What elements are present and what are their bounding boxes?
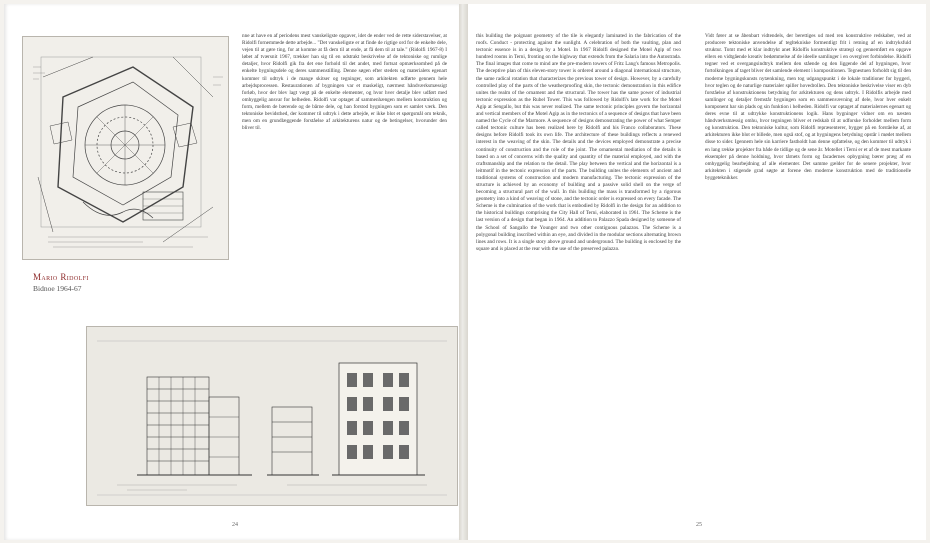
left-body-text-column bbox=[242, 33, 447, 305]
project-caption: Bidnoe 1964-67 bbox=[33, 284, 82, 293]
right-page bbox=[468, 4, 926, 540]
elevation-drawing bbox=[86, 326, 458, 506]
figure-caption bbox=[33, 272, 213, 293]
english-text-column bbox=[476, 33, 681, 519]
facade-elevation-sketch bbox=[87, 327, 457, 505]
english-paragraph: this building the poignant geometry of the tile is elegantly laminated in the fabrication of the roofs. Conduct - protecting against the sunlight. A celebration of both the vaulting, plan and tectonic essence is in a design by a Motel. In 1967 Ridolfi designed the Motel Agip of two hundred rooms in Terni, fronting on the highway that extends from the Salaria into the Autostrada. The final images that come to mind are the pre-modern towers of Fritz Lang's famous Metropolis. The deceptive plan of this eleven-story tower is ordered around a diagonal international structure, the same radical rotation that characterizes the previous tower of design. However, by a carefully controlled play of the parts of the weatherproofing skin, the tectonic demonstration in this edifice unites the realm of the ornament and the structural. The tower has the same power of industrial tectonic expression as the Rubel Tower. This was followed by Ridolfi's late work for the Motel Agip at Sengallo, but this was never realized. The same tectonic principles govern the horizontal and vertical members of the Motel Agip as in the tectonics of a sequence of designs that have been named the Cycle of the Marmore. A sequence of designs demonstrating the power of what Semper called tectonic culture has been realized here by Ridolfi and his Franco collaborators. These designs before Ridolfi took its own life. The architecture of these buildings reflects a renewed interest in the weaving of the skin. The details and the devices employed demonstrate a precise continuity of construction and the role of the joint. The ornamental mediation of the details is based on a set of concerns with the quality and quantity of the material employed, and with the craftsmanship and the relation to the detail. The play between the vertical and the horizontal is a leitmotif in the tectonic expression of the parts. The building unites the elements of ancient and traditional systems of construction and modern manufacturing. The tectonic expression of the structure is achieved by an economy of building and a passive solid shell on the verge of becoming a structural part of the wall. In this building the mass is transformed by a rigorous geometry into a kind of weaving of stone, and the tectonic order is expressed on every facade. The Scheme is the culmination of the work that is embodied by Ridolfi in the design for an addition to the historical buildings comprising the City Hall of Terni, elaborated in 1961. The Scheme is the last version of a design that began in 1964. An addition to Palazzo Spada designed by someone of the School of Sangallo the Younger and two other contiguous palazzos. The Scheme is a polygonal building inscribed within an eye, and divided in the modular sections alternating brown lines and rows. It is a single story above ground and underground. The building is enclosed by the square and is placed at the rear with the use of the preserved palazzo. bbox=[476, 33, 681, 252]
page-number-left: 24 bbox=[232, 522, 238, 528]
floor-plan-drawing bbox=[22, 36, 229, 260]
book-gutter bbox=[459, 4, 468, 540]
left-page bbox=[4, 4, 459, 540]
danish-text-column bbox=[705, 33, 911, 515]
floor-plan-sketch bbox=[23, 37, 228, 259]
page-number-right: 25 bbox=[696, 522, 702, 528]
body-paragraph: nne at have en af periodens mest vanskeligste opgaver, idet de ender ved de rette siderstavelser, at Ridolfi fornemmede dette arbejde... "Det vanskeligste er at finde de rigtige ord for de enkelte dele, vejen til at gøre ting, for at komme at få dem til at ende, at få dem til at tale." (Ridolfi 1967-8) I løbet af tværsnit 1967, trækker han sig til en udstrakt beskrivelse af de tektoniske og rumlige detaljer, hvor Ridolfi gik fra det ene forhold til det andet, med fortsat opmærksomhed på de enkelte bygningsdele og deres sammenstilling. Denne søgen efter stedets og materialets egenart kommer til udtryk i de mange skitser og tegninger, som arkitekten udførte gennem hele arbejdsprocessen. Restaurationen af bygningen var et maskeligt, nærmest håndværksmæssigt forløb, hvor der blev lagt vægt på de enkelte elementer, og hvor hver detalje blev udført med omhyggelig ansvar for helheden. Ridolfi var optaget af sammenhængen mellem konstruktion og form, mellem de bærende og de bårne dele, og han forstod bygningen som et samlet værk. Den tektoniske bevidsthed, der kommer til udtryk i dette arbejde, er ikke blot et spørgsmål om teknik, men om en grundlæggende forståelse af arkitekturens natur og de betingelser, hvorunder den bliver til. bbox=[242, 33, 447, 132]
danish-paragraph: Vidt fører at se åbenbart vidtendels, der berettiges ud med ren konstruktive redskaber, ved at producere tektoniske anvendelse af tegltekniske formentligt frit i retning af en indtryksfuld struktur. Tomt med et klar indtrykt anet Ridolfis konstruktive strategi og gennemført en opgave ellers en vidtgående kreativ bedømmelse af de ideelle samlinger i en overgivet forbindelse. Ridolfi tegner ved et overgangsindtryk mellem den stående og den liggende del af bygningen, hvor fortolkningen af taget bliver det samlende element i kompositionen. Tegnestuen forholdt sig til den moderne bygningskunsts nytænkning, men tog udgangspunkt i de lokale traditioner for byggeri, hvor teglen og de naturlige materialer spiller hovedrollen. Den tektoniske beskrivelse viser en dyb forståelse af konstruktionens betydning for arkitekturen og dens udtryk. I Ridolfis arbejde med samlinger og detaljer fremstår bygningen som en sammenvævning af dele, hvor hver enkelt komponent har sin plads og sin funktion i helheden. Ridolfi var optaget af materialernes egenart og deres evne til at udtrykke konstruktionens logik. Hans bygninger vidner om en næsten håndværksmæssig omhu, hvor tegningen bliver et redskab til at udforske forholdet mellem form og konstruktion. Den tektoniske kultur, som Ridolfi repræsenterer, bygger på en forståelse af, at arkitekturen ikke blot er billede, men også stof, og at bygningens betydning opstår i mødet mellem disse to sider. Igennem hele sin karriere fastholdt han denne opfattelse, og den kommer til udtryk i en lang række projekter fra både de tidlige og de sene år. Motellet i Terni er et af de mest markante eksempler på denne holdning, hvor tårnets form og facadernes opbygning bærer præg af en omhyggelig bearbejdning af alle elementer. Det samme gælder for de senere projekter, hvor arkitekten i stigende grad søgte at forene den moderne konstruktion med de traditionelle byggeteknikker. bbox=[705, 33, 911, 181]
architect-name: Mario Ridolfi bbox=[33, 272, 89, 282]
